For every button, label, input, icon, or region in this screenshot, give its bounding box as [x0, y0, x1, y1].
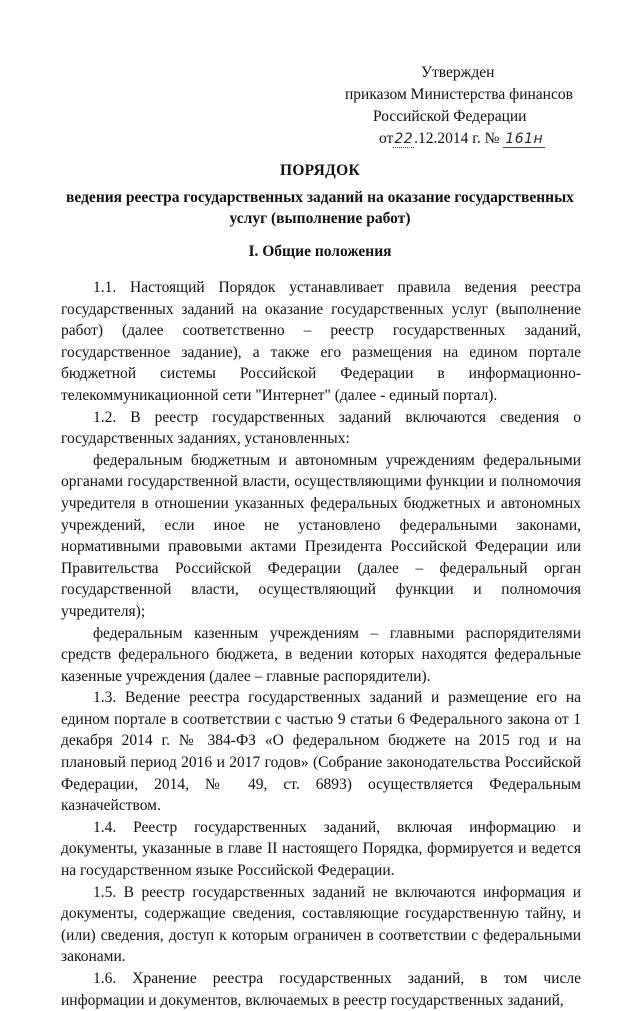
approval-line-date	[345, 128, 585, 150]
paragraph-state-institutions: федеральным казенным учреждениям – главными распорядителями средств федерального бюджета, в ведении которых находятся федеральные казенные учреждения (далее – главные распорядители).	[61, 624, 581, 685]
approval-line-order: приказом Министерства финансов	[345, 86, 573, 103]
paragraph-1-4: 1.4. Реестр государственных заданий, включая информацию и документы, указанные в главе II настоящего Порядка, формируется и ведется на государственном языке Российской Федерации.	[61, 818, 581, 880]
approval-stamp	[345, 62, 585, 150]
approval-line-approved: Утвержден	[421, 64, 495, 81]
document-subtitle-line2: услуг (выполнение работ)	[229, 210, 411, 227]
paragraph-1-1: 1.1. Настоящий Порядок устанавливает правила ведения реестра государственных заданий на оказание государственных услуг (выполнение работ) (далее соответственно – реестр государственных заданий, государственное задание), а также его размещения на едином портале бюджетной системы Российской Федерации в информационно-телекоммуникационной сети "Интернет" (далее - единый портал).	[61, 279, 581, 404]
paragraph-1-3: 1.3. Ведение реестра государственных заданий и размещение его на едином портале в соответствии с частью 9 статьи 6 Федерального закона от 1 декабря 2014 г. № 384-ФЗ «О федеральном бюджете на 2015 год и на плановый период 2016 и 2017 годов» (Собрание законодательства Российской Федерации, 2014, № 49, ст. 6893) осуществляется Федеральным казначейством.	[61, 689, 581, 815]
paragraph-1-2: 1.2. В реестр государственных заданий включаются сведения о государственных заданиях, установленных:	[61, 408, 581, 448]
document-body	[61, 277, 581, 1011]
approval-line-country: Российской Федерации	[373, 108, 527, 125]
document-subtitle-line1: ведения реестра государственных заданий на оказание государственных	[66, 189, 574, 206]
paragraph-1-5: 1.5. В реестр государственных заданий не включаются информация и документы, содержащие сведения, составляющие государственную тайну, и (или) сведения, доступ к которым ограничен в соответствии с федеральными законами.	[61, 883, 581, 966]
handwritten-order-number: 161н	[505, 131, 544, 147]
date-rest: .12.2014 г. №	[414, 130, 500, 147]
handwritten-day: 22	[394, 131, 414, 147]
section-title: I. Общие положения	[248, 243, 392, 260]
document-title-block	[40, 160, 600, 229]
paragraph-1-6: 1.6. Хранение реестра государственных заданий, в том числе информации и документов, включаемых в реестр государственных заданий,	[61, 970, 581, 1009]
paragraph-budget-institutions: федеральным бюджетным и автономным учреждениям федеральными органами государственной власти, осуществляющими функции и полномочия учредителя в отношении указанных федеральных бюджетных и автономных учреждений, если иное не установлено федеральными законами, нормативными правовыми актами Президента Российской Федерации или Правительства Российской Федерации (далее – федеральный орган государственной власти, осуществляющий функции и полномочия учредителя);	[61, 451, 581, 620]
document-title: ПОРЯДОК	[279, 162, 361, 179]
date-prefix: от	[379, 130, 394, 147]
